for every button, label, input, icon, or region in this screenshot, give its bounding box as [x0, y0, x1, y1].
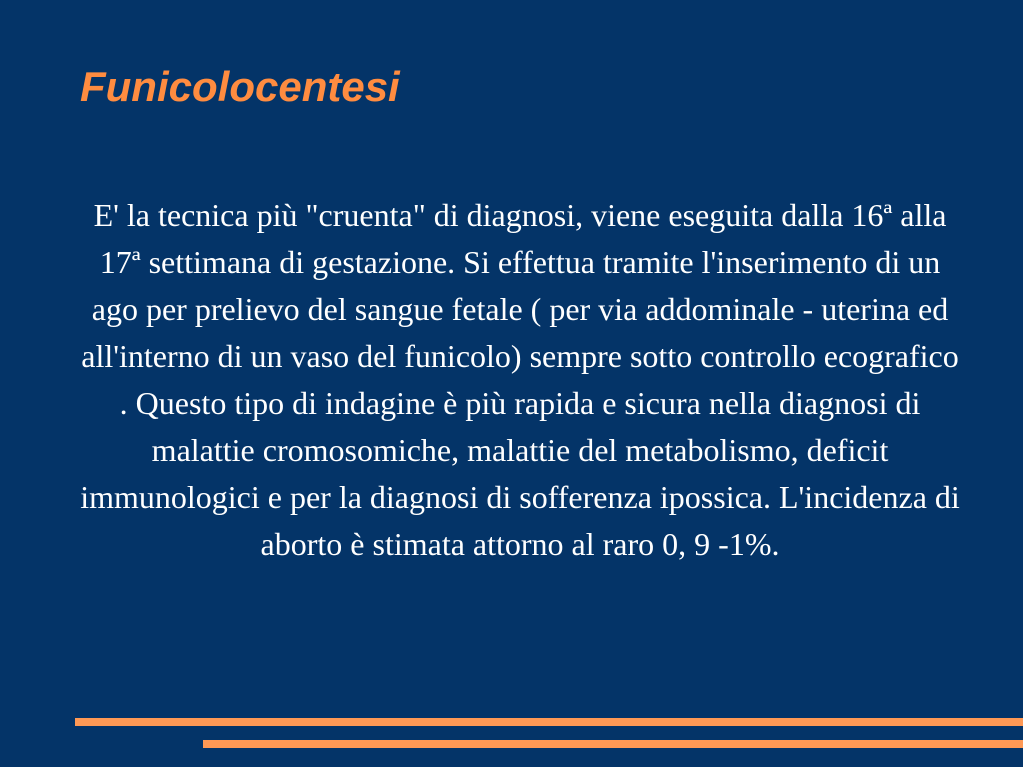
slide-body-text: E' la tecnica più "cruenta" di diagnosi, viene eseguita dalla 16ª alla 17ª settimana di gestazione. Si effettua tramite l'inserimento di un ago per prelievo del sangue fetale ( per via addominale - uterina ed all'interno di un vaso del funicolo) sempre sotto controllo ecografico . Questo tipo di indagine è più rapida e sicura nella diagnosi di malattie cromosomiche, malattie del metabolismo, deficit immunologici e per la diagnosi di sofferenza ipossica. L'incidenza di aborto è stimata attorno al raro 0, 9 -1%.: [80, 197, 960, 562]
slide-title: Funicolocentesi: [80, 63, 400, 110]
decorative-rule-bottom: [203, 740, 1023, 748]
decorative-rule-top: [75, 718, 1023, 726]
